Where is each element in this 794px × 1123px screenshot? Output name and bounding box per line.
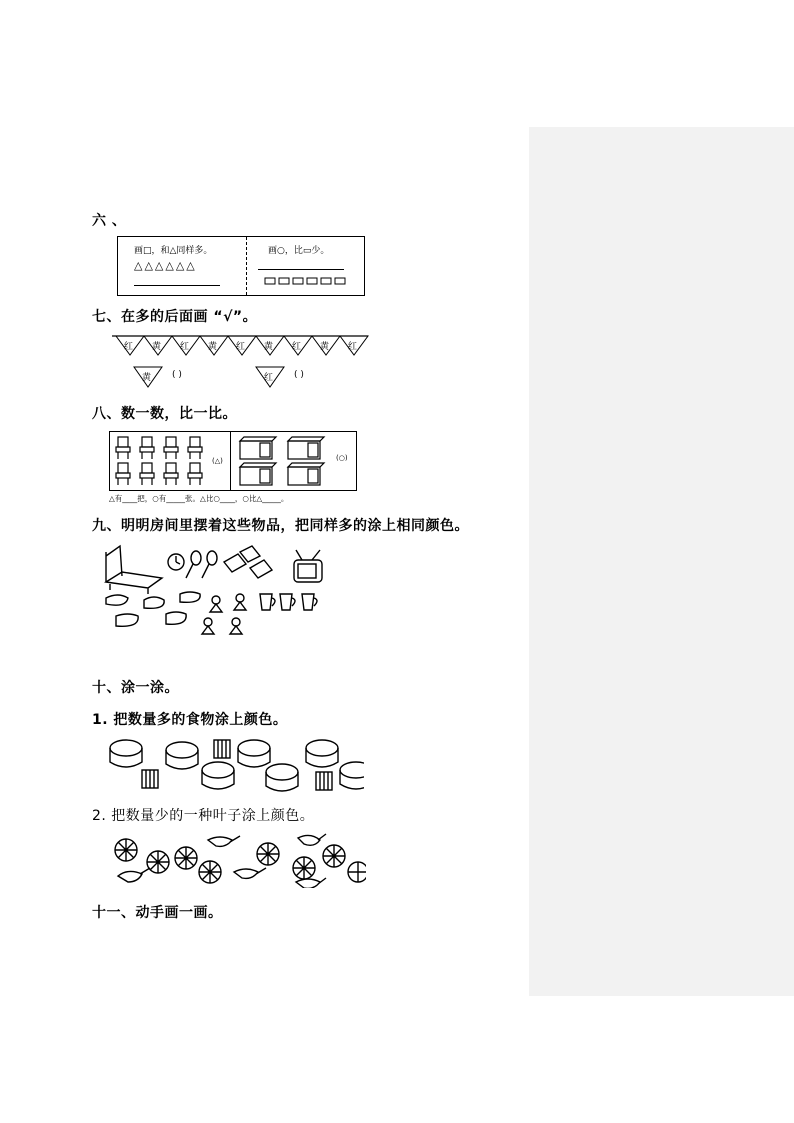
section-9-heading: 九、明明房间里摆着这些物品，把同样多的涂上相同颜色。 [92,518,469,534]
answer-line [258,269,344,270]
comment-sidebar [529,127,794,996]
right-instruction: 画○，比▭少。 [268,246,330,256]
answer-parens[interactable]: ( ) [294,370,304,380]
circle-mark: (○) [336,454,348,462]
question-2: 2. 把数量少的一种叶子涂上颜色。 [92,808,315,824]
answer-parens[interactable]: ( ) [172,370,182,380]
flag-label: 红 [124,342,134,352]
divider [246,237,247,295]
desk-icons [236,435,332,487]
triangle-row: △△△△△△ [134,259,197,272]
flag-label: 黄 [208,342,218,352]
rectangle-row [264,277,354,287]
chairs-desks-figure [109,431,357,491]
choice-flag-label: 黄 [142,373,152,383]
flag-label: 黄 [320,342,330,352]
section-10-heading: 十、涂一涂。 [92,680,179,696]
section-11-heading: 十一、动手画一画。 [92,905,223,921]
chair-icons [114,435,210,487]
answer-line [134,285,220,286]
section-6-figure [117,236,365,296]
flag-label: 黄 [264,342,274,352]
divider [230,432,231,490]
flag-label: 红 [292,342,302,352]
triangle-mark: (△) [212,457,223,465]
flag-label: 红 [236,342,246,352]
section-8-caption: △有____把，○有_____张。△比○____，○比△_____。 [109,494,289,503]
section-6-heading: 六 、 [92,213,127,229]
room-items-figure [100,542,332,642]
choice-flag-label: 红 [264,373,274,383]
left-instruction: 画□，和△同样多。 [134,246,213,256]
section-7-heading: 七、在多的后面画 “√”。 [92,309,258,325]
section-8-heading: 八、数一数，比一比。 [92,406,237,422]
leaves-figure [110,832,366,888]
flag-label: 红 [348,342,358,352]
question-1: 1. 把数量多的食物涂上颜色。 [92,712,288,728]
food-figure [108,738,364,794]
flag-label: 红 [180,342,190,352]
bed-icon [106,546,162,594]
flag-label: 黄 [152,342,162,352]
